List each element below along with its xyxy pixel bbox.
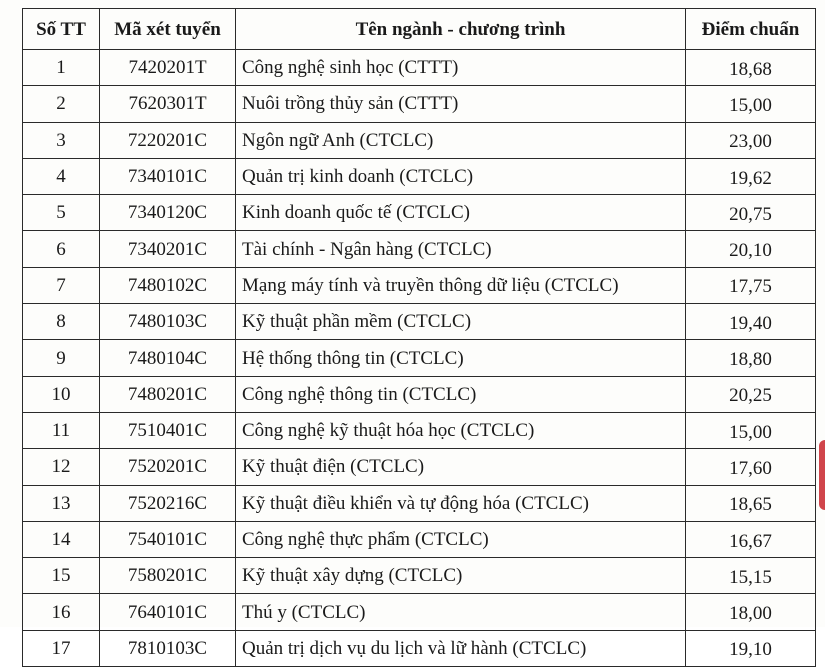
admission-scores-table [22, 8, 816, 667]
cell-stt: 7 [23, 267, 100, 303]
cell-code: 7540101C [100, 521, 236, 557]
cell-code: 7520201C [100, 449, 236, 485]
cell-score: 16,67 [686, 521, 816, 557]
cell-name: Ngôn ngữ Anh (CTCLC) [236, 122, 686, 158]
cell-code: 7480102C [100, 267, 236, 303]
cell-code: 7640101C [100, 594, 236, 630]
cell-code: 7520216C [100, 485, 236, 521]
table-row [23, 267, 816, 303]
cell-stt: 5 [23, 195, 100, 231]
cell-score: 18,00 [686, 594, 816, 630]
cell-stt: 1 [23, 50, 100, 86]
cell-score: 20,75 [686, 195, 816, 231]
stamp-edge-mark [819, 440, 825, 510]
cell-score: 20,10 [686, 231, 816, 267]
cell-stt: 3 [23, 122, 100, 158]
cell-score: 15,00 [686, 86, 816, 122]
cell-stt: 10 [23, 376, 100, 412]
cell-code: 7340101C [100, 158, 236, 194]
cell-score: 15,00 [686, 412, 816, 448]
table-row [23, 122, 816, 158]
cell-score: 18,80 [686, 340, 816, 376]
cell-stt: 8 [23, 304, 100, 340]
cell-name: Thú y (CTCLC) [236, 594, 686, 630]
header-stt: Số TT [23, 9, 100, 50]
header-name: Tên ngành - chương trình [236, 9, 686, 50]
cell-code: 7340201C [100, 231, 236, 267]
cell-stt: 9 [23, 340, 100, 376]
table-row [23, 231, 816, 267]
cell-name: Kỹ thuật điều khiển và tự động hóa (CTCLC) [236, 485, 686, 521]
cell-name: Kỹ thuật điện (CTCLC) [236, 449, 686, 485]
cell-name: Kỹ thuật phần mềm (CTCLC) [236, 304, 686, 340]
table-row [23, 340, 816, 376]
table-row [23, 558, 816, 594]
cell-name: Hệ thống thông tin (CTCLC) [236, 340, 686, 376]
cell-name: Quản trị dịch vụ du lịch và lữ hành (CTCLC) [236, 630, 686, 666]
table-row [23, 521, 816, 557]
cell-stt: 4 [23, 158, 100, 194]
table-row [23, 195, 816, 231]
cell-score: 23,00 [686, 122, 816, 158]
cell-score: 19,62 [686, 158, 816, 194]
header-score: Điểm chuẩn [686, 9, 816, 50]
table-row [23, 449, 816, 485]
cell-stt: 2 [23, 86, 100, 122]
table-header-row [23, 9, 816, 50]
table-row [23, 50, 816, 86]
cell-code: 7480201C [100, 376, 236, 412]
cell-name: Kinh doanh quốc tế (CTCLC) [236, 195, 686, 231]
cell-stt: 11 [23, 412, 100, 448]
cell-score: 20,25 [686, 376, 816, 412]
cell-name: Tài chính - Ngân hàng (CTCLC) [236, 231, 686, 267]
cell-code: 7480104C [100, 340, 236, 376]
cell-score: 19,10 [686, 630, 816, 666]
cell-code: 7810103C [100, 630, 236, 666]
cell-score: 18,68 [686, 50, 816, 86]
cell-score: 19,40 [686, 304, 816, 340]
table-row [23, 86, 816, 122]
cell-code: 7340120C [100, 195, 236, 231]
cell-stt: 17 [23, 630, 100, 666]
table-row [23, 594, 816, 630]
table-body [23, 50, 816, 667]
cell-stt: 13 [23, 485, 100, 521]
cell-code: 7420201T [100, 50, 236, 86]
table-row [23, 412, 816, 448]
cell-name: Quản trị kinh doanh (CTCLC) [236, 158, 686, 194]
table-row [23, 158, 816, 194]
cell-score: 17,75 [686, 267, 816, 303]
cell-name: Công nghệ thông tin (CTCLC) [236, 376, 686, 412]
table-row [23, 630, 816, 666]
cell-code: 7620301T [100, 86, 236, 122]
header-code: Mã xét tuyển [100, 9, 236, 50]
cell-name: Công nghệ thực phẩm (CTCLC) [236, 521, 686, 557]
cell-stt: 12 [23, 449, 100, 485]
cell-name: Nuôi trồng thủy sản (CTTT) [236, 86, 686, 122]
cell-score: 18,65 [686, 485, 816, 521]
cell-code: 7480103C [100, 304, 236, 340]
cell-stt: 15 [23, 558, 100, 594]
cell-score: 17,60 [686, 449, 816, 485]
cell-stt: 6 [23, 231, 100, 267]
cell-code: 7580201C [100, 558, 236, 594]
cell-name: Mạng máy tính và truyền thông dữ liệu (CTCLC) [236, 267, 686, 303]
cell-stt: 14 [23, 521, 100, 557]
table-row [23, 376, 816, 412]
cell-code: 7220201C [100, 122, 236, 158]
cell-score: 15,15 [686, 558, 816, 594]
table-row [23, 485, 816, 521]
cell-name: Công nghệ sinh học (CTTT) [236, 50, 686, 86]
cell-name: Kỹ thuật xây dựng (CTCLC) [236, 558, 686, 594]
cell-stt: 16 [23, 594, 100, 630]
cell-name: Công nghệ kỹ thuật hóa học (CTCLC) [236, 412, 686, 448]
table-row [23, 304, 816, 340]
cell-code: 7510401C [100, 412, 236, 448]
